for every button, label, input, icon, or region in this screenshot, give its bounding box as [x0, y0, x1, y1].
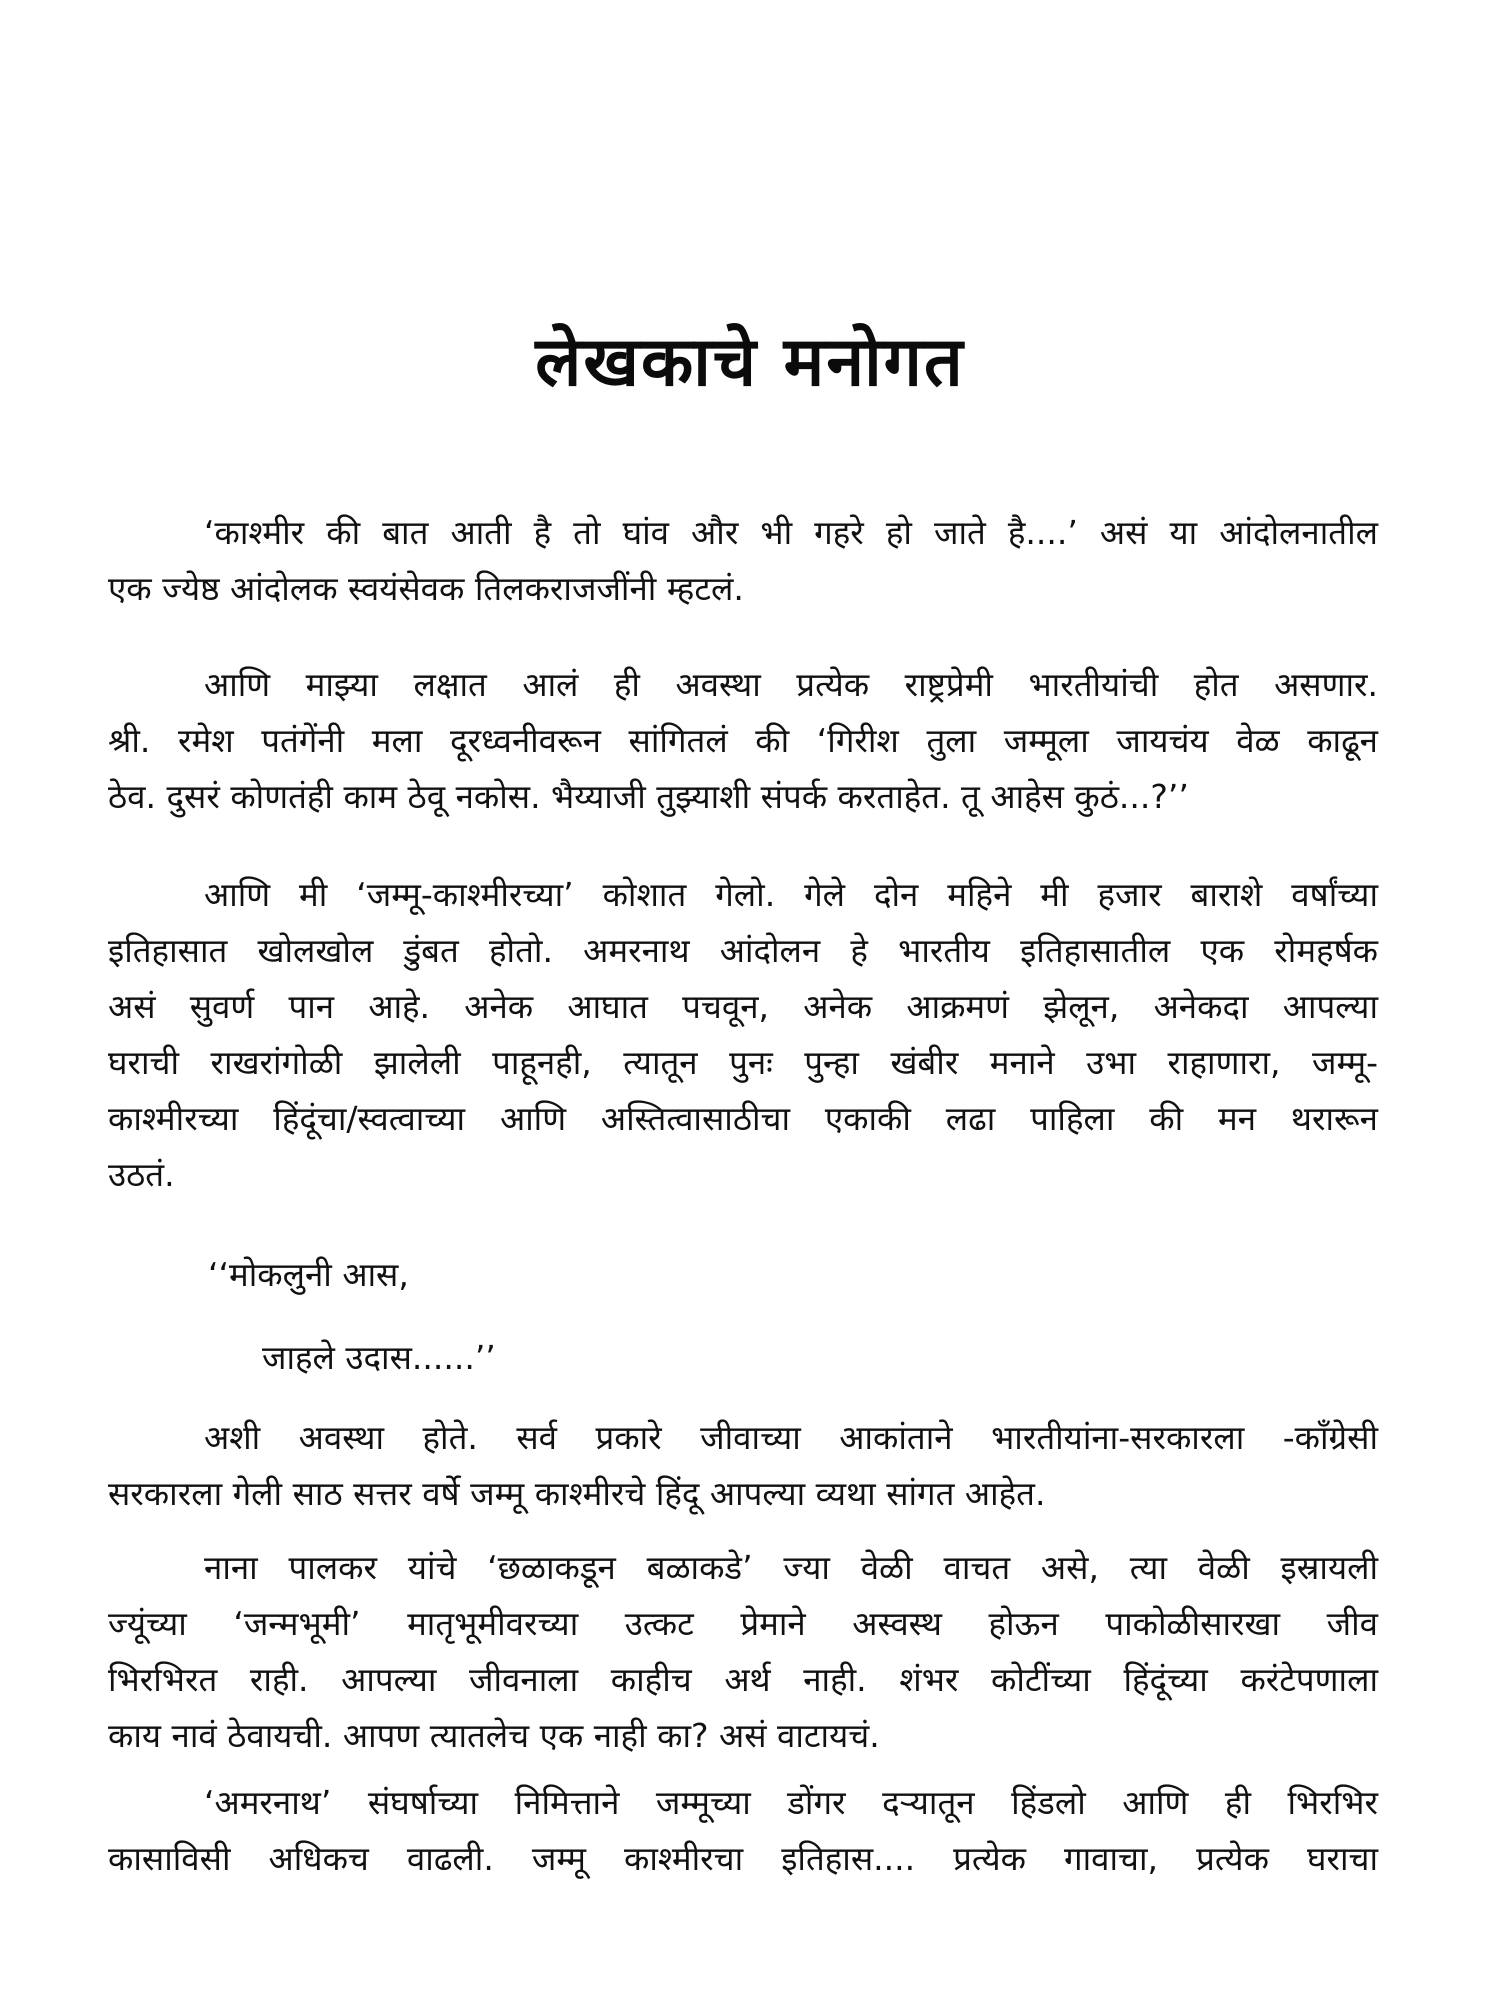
text-line: असं सुवर्ण पान आहे. अनेक आघात पचवून, अनेक आक्रमणं झेलून, अनेकदा आपल्या [108, 987, 1378, 1026]
paragraph-5 [108, 1410, 1378, 1522]
paragraph-7 [108, 1775, 1378, 1887]
text-line: कासाविसी अधिकच वाढली. जम्मू काश्मीरचा इतिहास.... प्रत्येक गावाचा, प्रत्येक घराचा [108, 1839, 1378, 1878]
paragraph-6 [108, 1540, 1378, 1764]
text-line: सरकारला गेली साठ सत्तर वर्षे जम्मू काश्मीरचे हिंदू आपल्या व्यथा सांगत आहेत. [108, 1474, 1046, 1513]
text-line: इतिहासात खोलखोल डुंबत होतो. अमरनाथ आंदोलन हे भारतीय इतिहासातील एक रोमहर्षक [108, 931, 1378, 970]
text-line: ठेव. दुसरं कोणतंही काम ठेवू नकोस. भैय्याजी तुझ्याशी संपर्क करताहेत. तू आहेस कुठं...?’’ [108, 777, 1189, 816]
paragraph-1 [108, 505, 1378, 617]
text-line: ‘अमरनाथ’ संघर्षाच्या निमित्ताने जम्मूच्या डोंगर दऱ्यातून हिंडलो आणि ही भिरभिर [204, 1783, 1378, 1822]
verse-line: ‘‘मोकलुनी आस, [208, 1255, 409, 1294]
text-line: ‘काश्मीर की बात आती है तो घांव और भी गहरे हो जाते है....’ असं या आंदोलनातील [204, 513, 1378, 552]
text-line: आणि मी ‘जम्मू-काश्मीरच्या’ कोशात गेलो. गेले दोन महिने मी हजार बाराशे वर्षांच्या [204, 875, 1378, 914]
text-line: काश्मीरच्या हिंदूंचा/स्वत्वाच्या आणि अस्तित्वासाठीचा एकाकी लढा पाहिला की मन थरारून [108, 1099, 1378, 1138]
text-line: नाना पालकर यांचे ‘छळाकडून बळाकडे’ ज्या वेळी वाचत असे, त्या वेळी इस्रायली [204, 1548, 1378, 1587]
verse-line: जाहले उदास......’’ [262, 1338, 496, 1377]
page-title: लेखकाचे मनोगत [535, 323, 965, 402]
text-line: श्री. रमेश पतंगेंनी मला दूरध्वनीवरून सांगितलं की ‘गिरीश तुला जम्मूला जायचंय वेळ काढून [108, 721, 1378, 760]
text-line: आणि माझ्या लक्षात आलं ही अवस्था प्रत्येक राष्ट्रप्रेमी भारतीयांची होत असणार. [204, 665, 1378, 704]
text-line: काय नावं ठेवायची. आपण त्यातलेच एक नाही का? असं वाटायचं. [108, 1716, 880, 1755]
paragraph-3 [108, 867, 1378, 1203]
text-line: भिरभिरत राही. आपल्या जीवनाला काहीच अर्थ नाही. शंभर कोटींच्या हिंदूंच्या करंटेपणाला [108, 1660, 1378, 1699]
text-line: एक ज्येष्ठ आंदोलक स्वयंसेवक तिलकराजजींनी म्हटलं. [108, 569, 744, 608]
text-line: घराची राखरांगोळी झालेली पाहूनही, त्यातून पुनः पुन्हा खंबीर मनाने उभा राहाणारा, जम्मू- [108, 1043, 1378, 1082]
paragraph-2 [108, 657, 1378, 825]
text-line: अशी अवस्था होते. सर्व प्रकारे जीवाच्या आकांताने भारतीयांना-सरकारला -काँग्रेसी [204, 1418, 1378, 1457]
text-line: उठतं. [108, 1155, 175, 1194]
text-line: ज्यूंच्या ‘जन्मभूमी’ मातृभूमीवरच्या उत्कट प्रेमाने अस्वस्थ होऊन पाकोळीसारखा जीव [108, 1604, 1378, 1643]
